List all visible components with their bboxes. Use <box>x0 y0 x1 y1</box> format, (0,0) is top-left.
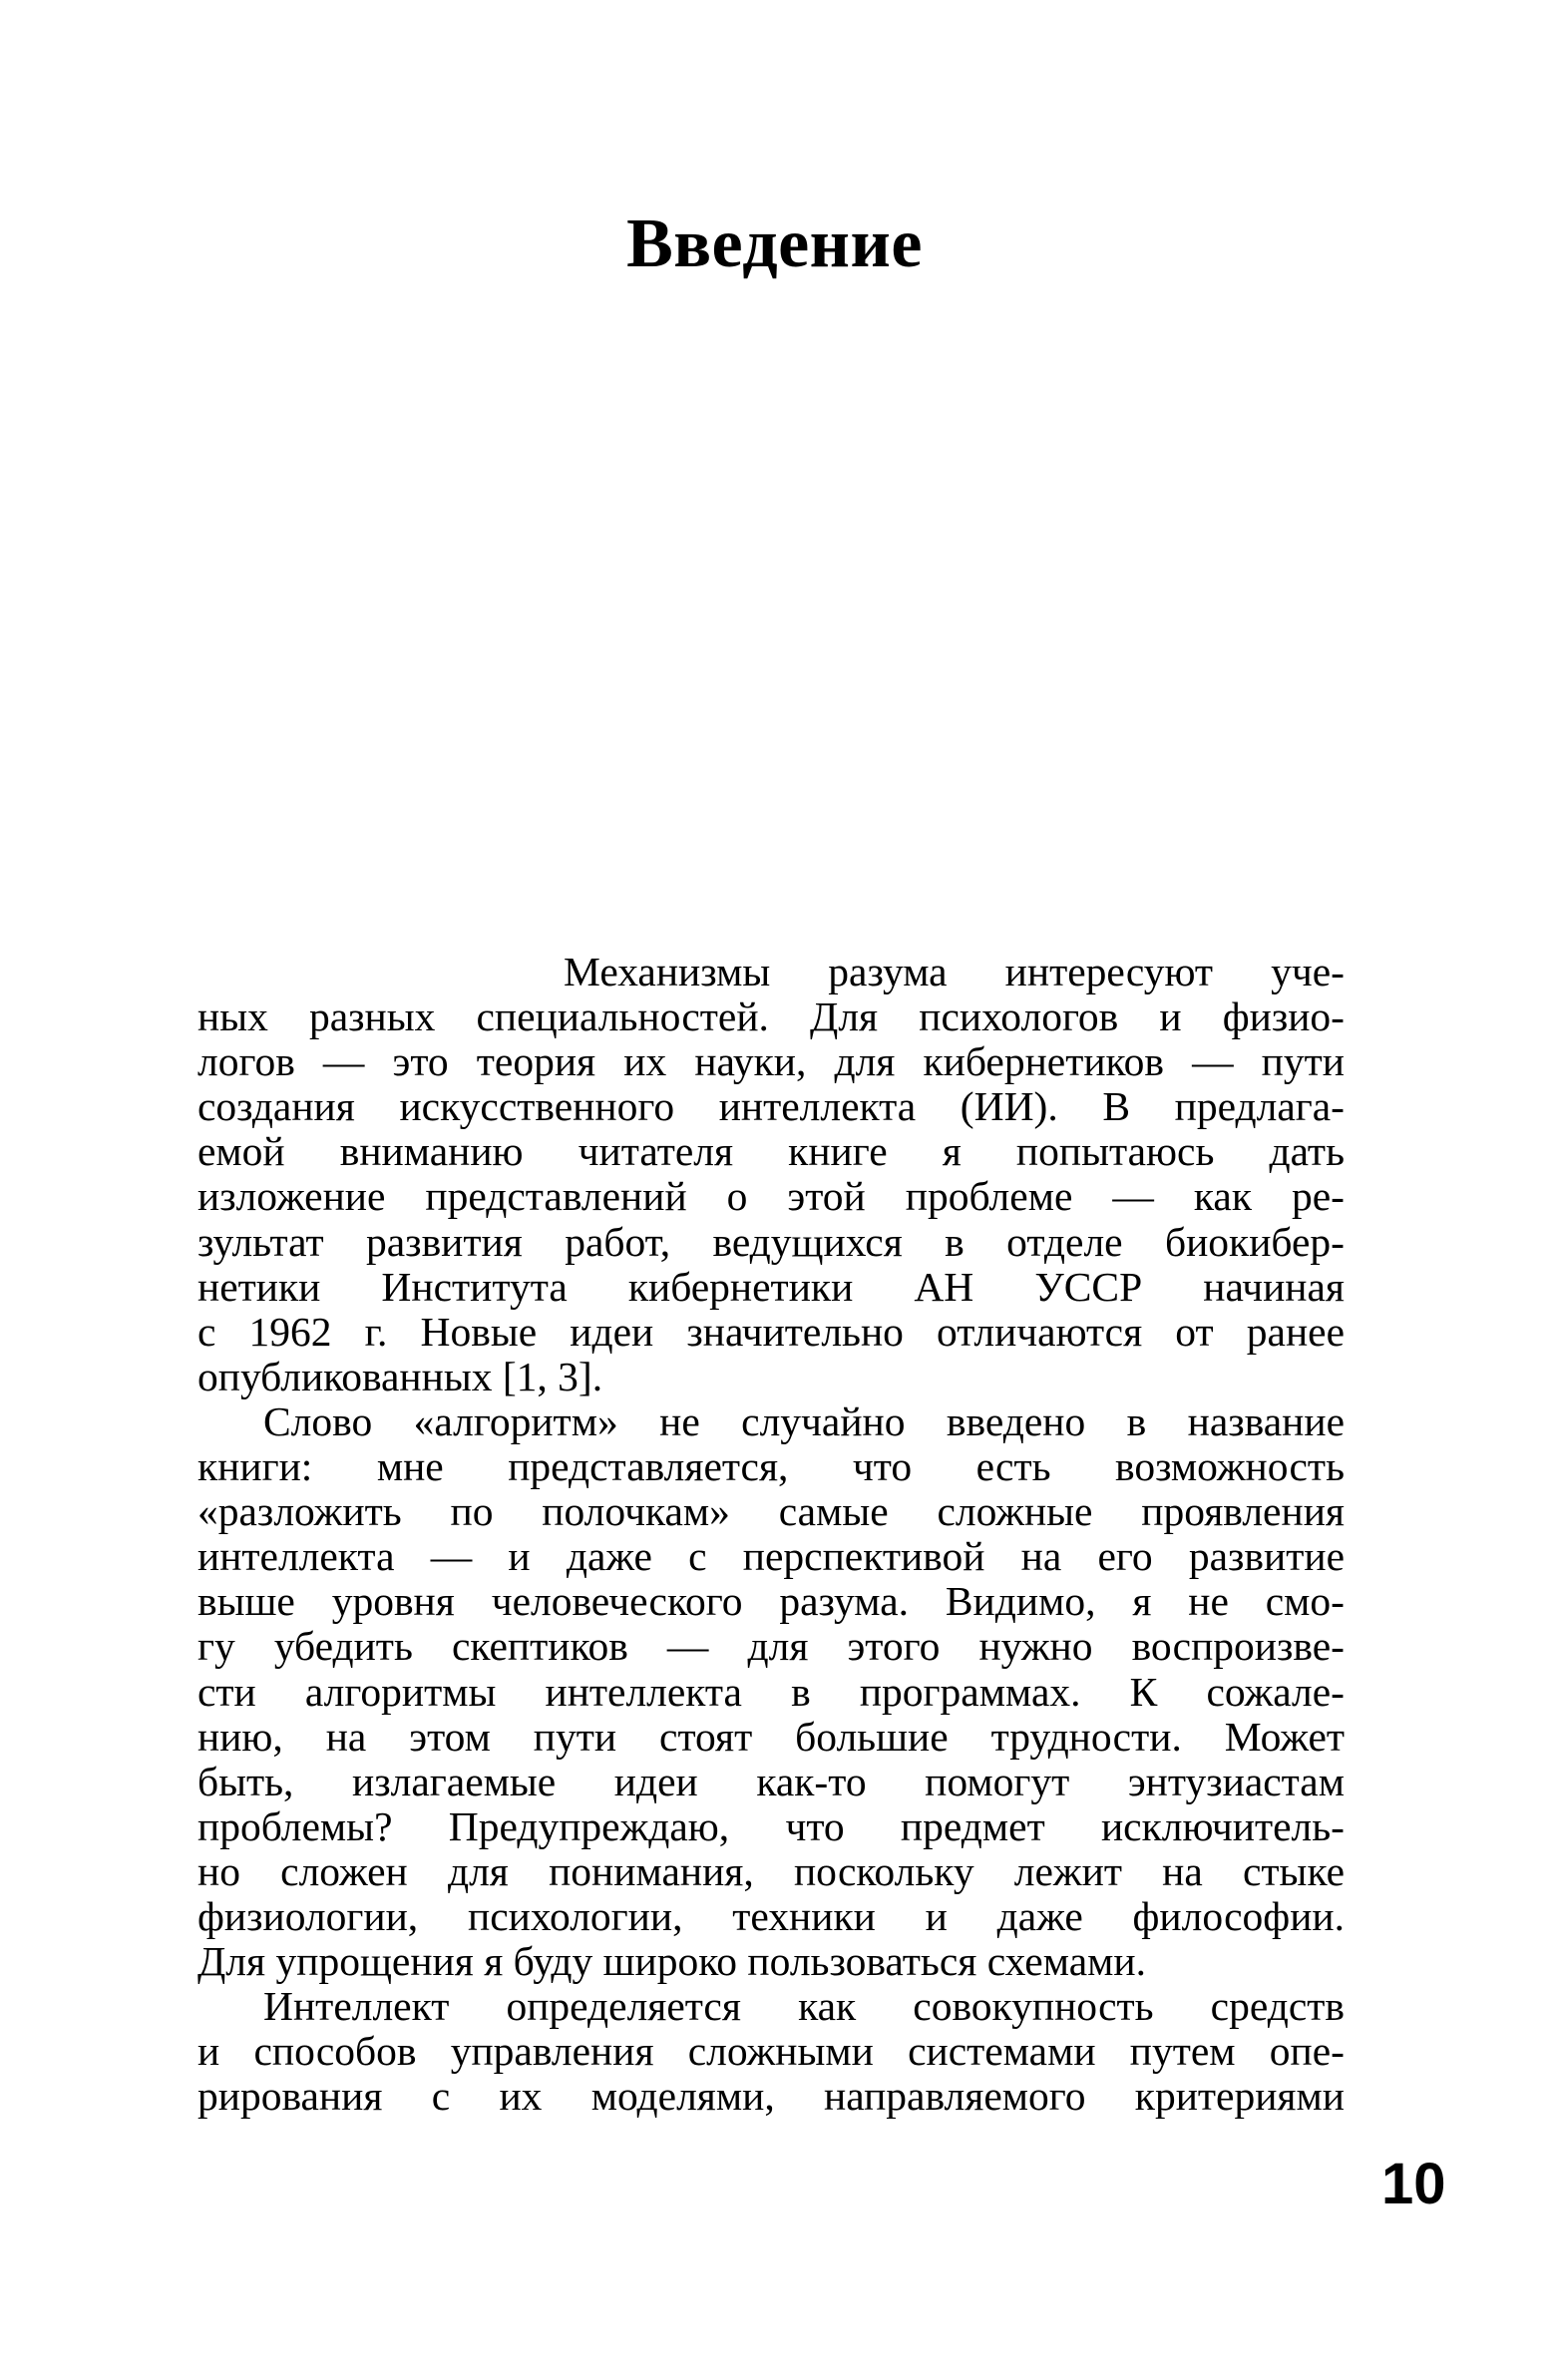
paragraph-2 <box>197 1399 1345 1984</box>
text-line: и способов управления сложными системами путем опе- <box>197 2028 1345 2075</box>
text-line: с 1962 г. Новые идеи значительно отличаются от ранее <box>197 1308 1345 1355</box>
text-line: изложение представлений о этой проблеме — как ре- <box>197 1173 1345 1220</box>
text-line: нетики Института кибернетики АН УССР начиная <box>197 1263 1345 1310</box>
text-line: емой вниманию читателя книге я попытаюсь дать <box>197 1128 1345 1175</box>
text-line: опубликованных [1, 3]. <box>197 1353 603 1399</box>
text-line: проблемы? Предупреждаю, что предмет исключитель- <box>197 1802 1345 1849</box>
paragraph-1 <box>197 950 1345 1399</box>
text-line: «разложить по полочкам» самые сложные проявления <box>197 1488 1345 1535</box>
text-line: Для упрощения я буду широко пользоваться схемами. <box>197 1938 1146 1985</box>
text-line: выше уровня человеческого разума. Видимо, я не смо- <box>197 1578 1345 1625</box>
text-line: сти алгоритмы интеллекта в программах. К сожале- <box>197 1668 1345 1715</box>
text-line: Слово «алгоритм» не случайно введено в название <box>263 1397 1345 1444</box>
text-line: нию, на этом пути стоят большие трудности. Может <box>197 1713 1345 1760</box>
text-line: ных разных специальностей. Для психологов и физио- <box>197 993 1345 1040</box>
body-text <box>197 950 1345 2119</box>
text-line: но сложен для понимания, поскольку лежит на стыке <box>197 1847 1345 1894</box>
text-line: создания искусственного интеллекта (ИИ). В предлага- <box>197 1083 1345 1130</box>
text-line: Интеллект определяется как совокупность средств <box>263 1983 1345 2030</box>
text-line: логов — это теория их науки, для кибернетиков — пути <box>197 1038 1345 1085</box>
text-line: физиологии, психологии, техники и даже философии. <box>197 1892 1345 1939</box>
text-line: Механизмы разума интересуют уче- <box>564 949 1345 994</box>
text-line: интеллекта — и даже с перспективой на его развитие <box>197 1533 1345 1580</box>
text-line: книги: мне представляется, что есть возможность <box>197 1443 1345 1490</box>
page-title: Введение <box>626 205 923 282</box>
text-line: рирования с их моделями, направляемого критериями <box>197 2073 1345 2120</box>
text-line: зультат развития работ, ведущихся в отделе биокибер- <box>197 1218 1345 1265</box>
paragraph-3 <box>197 1984 1345 2119</box>
text-line: гу убедить скептиков — для этого нужно воспроизве- <box>197 1623 1345 1670</box>
text-line: быть, излагаемые идеи как-то помогут энтузиастам <box>197 1758 1345 1804</box>
page-number: 10 <box>1381 2152 1446 2216</box>
